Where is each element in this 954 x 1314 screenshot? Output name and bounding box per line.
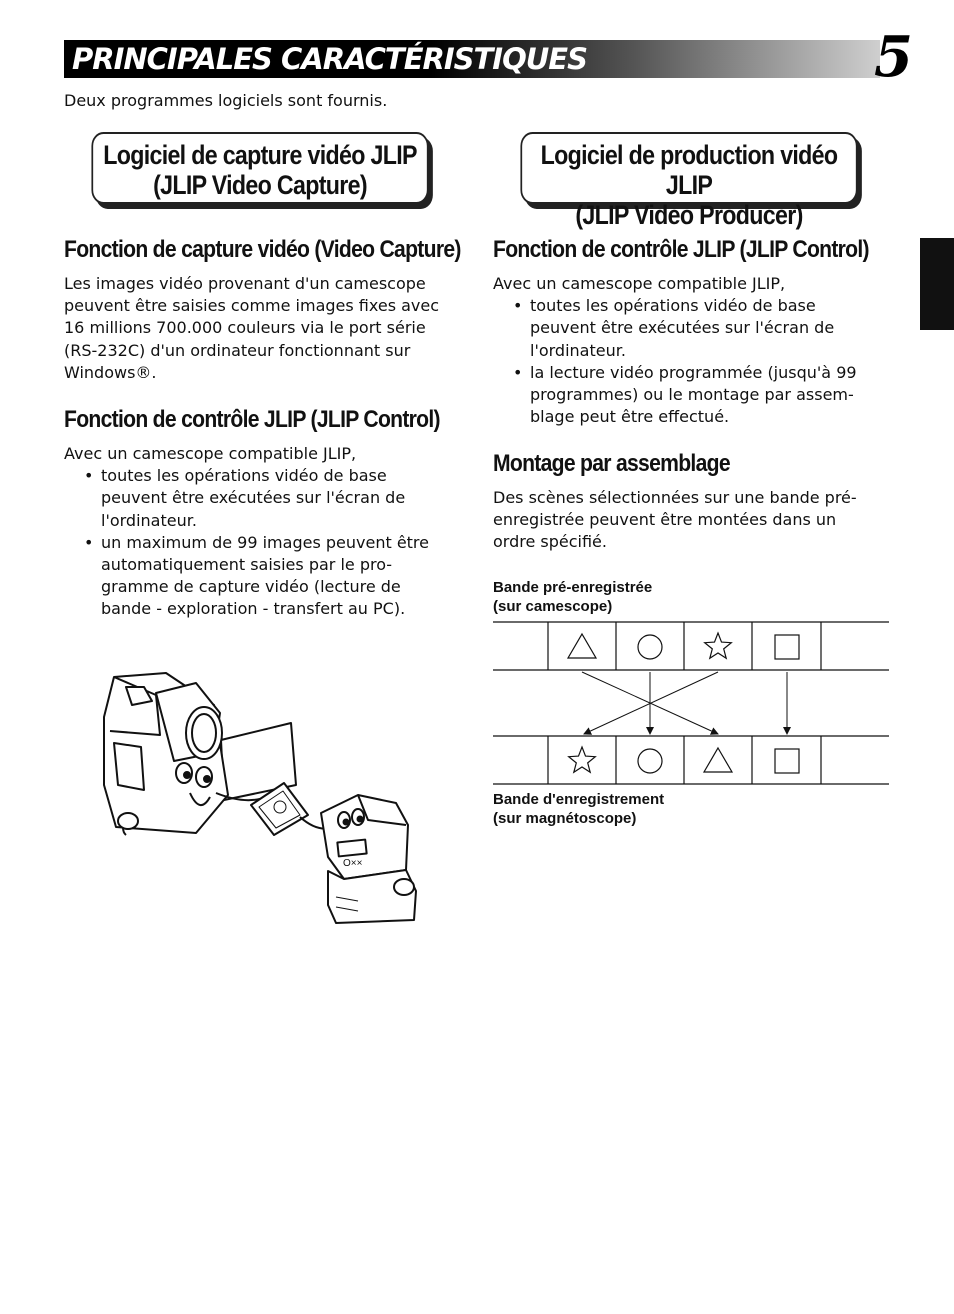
left-box-title: Logiciel de capture vidéo JLIP xyxy=(103,140,417,170)
text-line: bande - exploration - transfert au PC). xyxy=(101,599,406,619)
source-star-shape xyxy=(705,633,732,658)
bullet-dot: • xyxy=(84,532,94,552)
left-section1-body xyxy=(64,273,464,384)
right-box-title: Logiciel de production vidéo JLIP xyxy=(540,140,838,200)
printer-body xyxy=(321,795,408,879)
dest-label-line1: Bande d'enregistrement xyxy=(493,791,665,808)
source-circle-shape xyxy=(638,635,662,659)
left-program-box xyxy=(91,132,428,204)
text-line: l'ordinateur. xyxy=(530,340,626,360)
text-line: un maximum de 99 images peuvent être xyxy=(101,532,429,552)
printer-label: O×× xyxy=(343,858,363,869)
text-line: automatiquement saisies par le pro- xyxy=(101,555,393,575)
dest-triangle-shape xyxy=(704,748,732,772)
text-line: Avec un camescope compatible JLIP, xyxy=(64,444,357,463)
dest-circle-shape xyxy=(638,749,662,773)
bullet-item xyxy=(64,465,463,532)
left-box-wrap xyxy=(64,132,456,204)
camcorder-hand xyxy=(118,813,138,829)
right-section2-body xyxy=(493,487,888,554)
text-line: Windows®. xyxy=(64,362,157,382)
bullet-item xyxy=(64,532,463,621)
text-line: gramme de capture vidéo (lecture de xyxy=(101,577,401,597)
language-tab xyxy=(920,238,954,330)
text-line: enregistrée peuvent être montées dans un xyxy=(493,510,837,530)
text-line: toutes les opérations vidéo de base xyxy=(101,466,387,486)
text-line: toutes les opérations vidéo de base xyxy=(530,296,816,316)
text-line: peuvent être saisies comme images fixes avec xyxy=(64,296,440,316)
text-line: l'ordinateur. xyxy=(101,510,197,530)
assembly-edit-diagram xyxy=(493,620,890,788)
text-line: (RS-232C) d'un ordinateur fonctionnant sur xyxy=(64,340,411,360)
dest-label-line2: (sur magnétoscope) xyxy=(493,810,637,827)
right-box-wrap xyxy=(493,132,885,230)
source-tape-label xyxy=(493,578,652,616)
camcorder-printer-illustration xyxy=(96,665,436,930)
text-line: ordre spécifié. xyxy=(493,532,607,552)
page-number: 5 xyxy=(874,24,913,90)
right-box-subtitle: (JLIP Video Producer) xyxy=(575,200,803,230)
text-line: blage peut être effectué. xyxy=(530,407,730,427)
source-label-line2: (sur camescope) xyxy=(493,598,613,615)
right-section2-heading: Montage par assemblage xyxy=(493,450,730,477)
bullet-item xyxy=(493,362,900,429)
left-box-subtitle: (JLIP Video Capture) xyxy=(153,170,367,200)
right-program-box xyxy=(520,132,857,230)
text-line: Les images vidéo provenant d'un camescope xyxy=(64,274,426,293)
dest-tape-label xyxy=(493,790,664,828)
text-line: programmes) ou le montage par assem- xyxy=(530,385,854,405)
dest-star-shape xyxy=(569,747,596,772)
text-line: peuvent être exécutées sur l'écran de xyxy=(530,318,835,338)
left-section1-heading: Fonction de capture vidéo (Video Capture) xyxy=(64,236,461,263)
source-label-line1: Bande pré-enregistrée xyxy=(493,579,653,596)
intro-text: Deux programmes logiciels sont fournis. xyxy=(64,91,388,110)
text-line: 16 millions 700.000 couleurs via le port série xyxy=(64,318,426,338)
bullet-item xyxy=(493,295,900,362)
printer-display xyxy=(337,840,366,857)
bullet-dot: • xyxy=(84,466,94,486)
bullet-dot: • xyxy=(513,296,523,316)
text-line: Avec un camescope compatible JLIP, xyxy=(493,274,786,293)
text-line: Des scènes sélectionnées sur une bande pré- xyxy=(493,488,857,507)
source-triangle-shape xyxy=(568,634,596,658)
text-line: peuvent être exécutées sur l'écran de xyxy=(101,488,406,508)
right-section1-body xyxy=(493,273,900,428)
camcorder-side-screen xyxy=(114,743,144,790)
text-line: la lecture vidéo programmée (jusqu'à 99 xyxy=(530,362,857,382)
page-title: PRINCIPALES CARACTÉRISTIQUES xyxy=(72,42,587,76)
dest-square-shape xyxy=(775,749,799,773)
printer-hand xyxy=(394,879,414,895)
printer-base xyxy=(328,870,416,923)
left-section2-body xyxy=(64,443,464,621)
right-section1-heading: Fonction de contrôle JLIP (JLIP Control) xyxy=(493,236,869,263)
source-square-shape xyxy=(775,635,799,659)
bullet-dot: • xyxy=(513,362,523,382)
left-section2-heading: Fonction de contrôle JLIP (JLIP Control) xyxy=(64,406,440,433)
